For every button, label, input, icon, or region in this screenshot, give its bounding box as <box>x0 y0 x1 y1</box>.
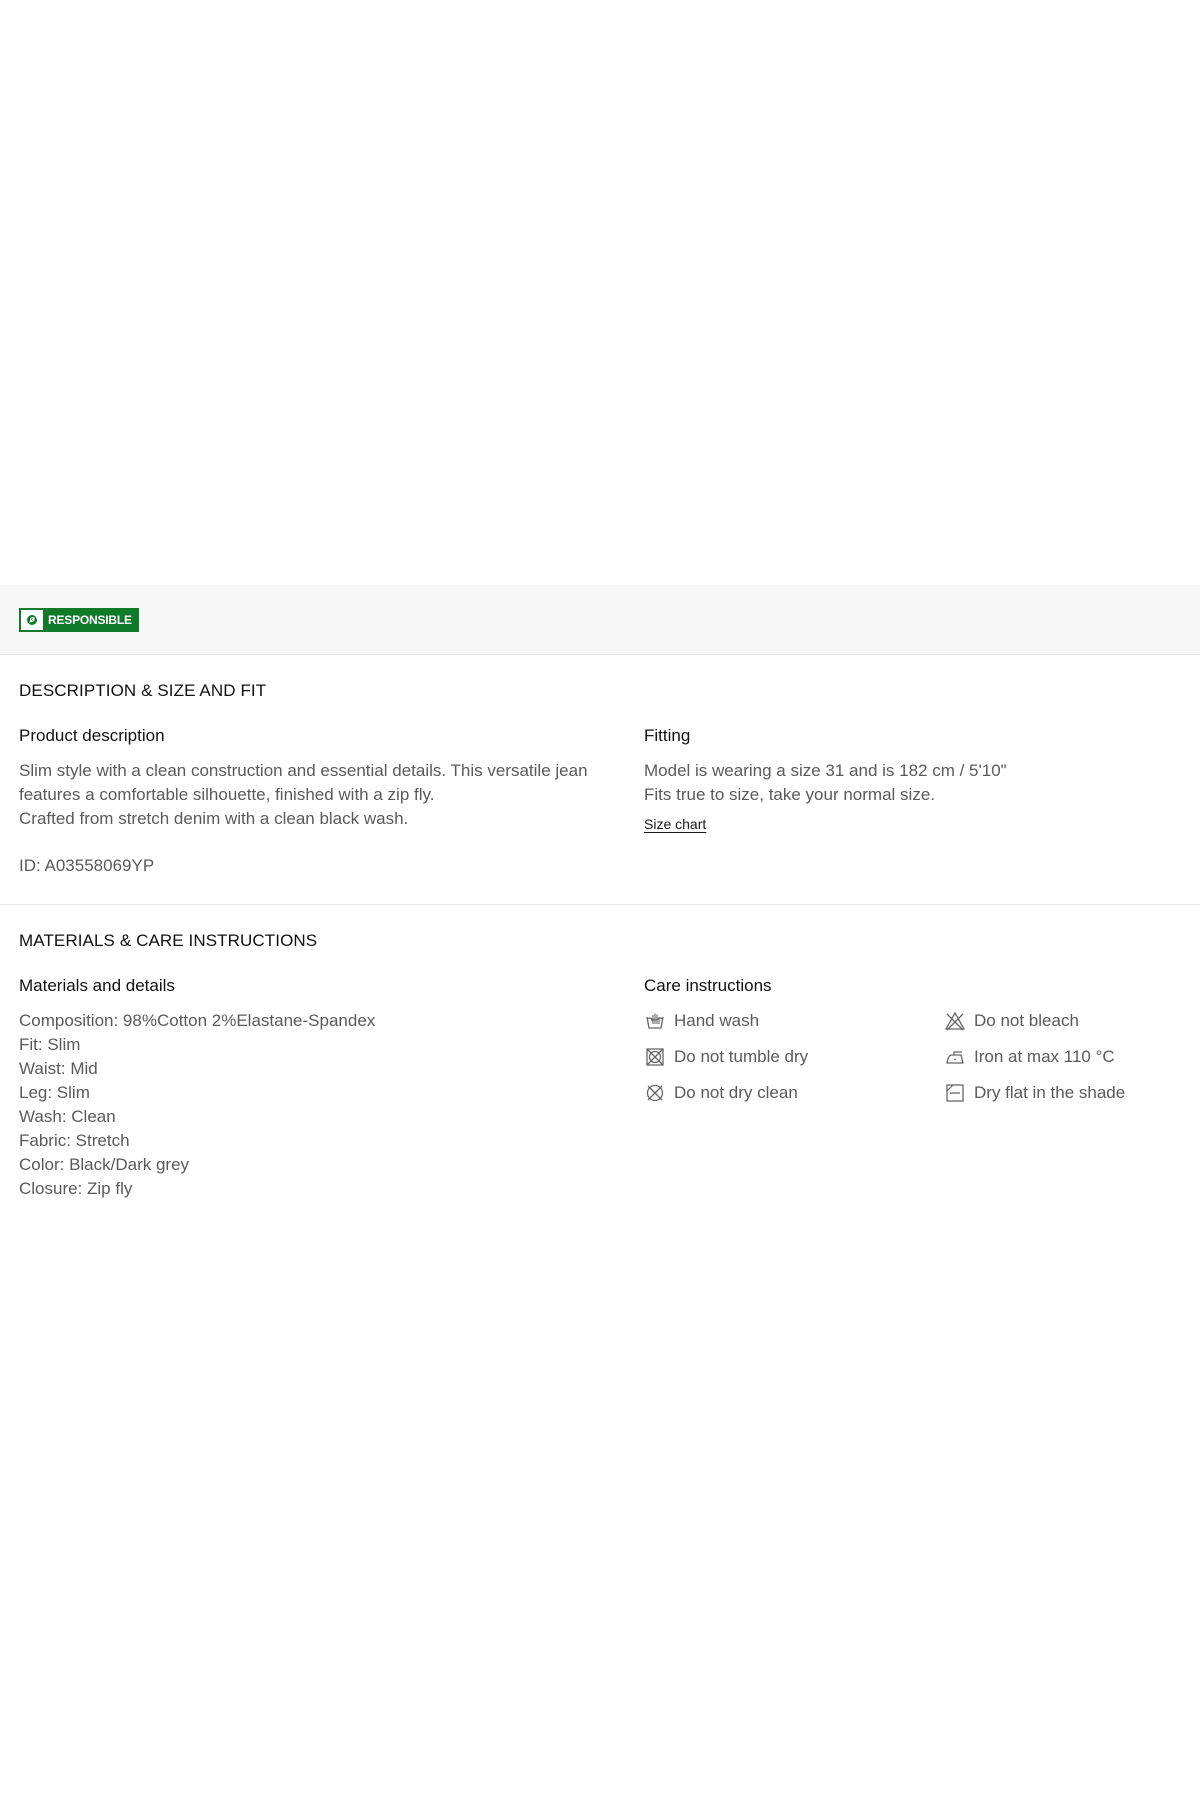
care-label: Hand wash <box>674 1011 760 1030</box>
fitting-line: Fits true to size, take your normal size. <box>644 785 935 804</box>
care-item <box>944 1009 1164 1033</box>
fitting-line: Model is wearing a size 31 and is 182 cm / 5'10" <box>644 761 1007 780</box>
product-description-heading: Product description <box>19 726 165 745</box>
dry-flat-shade-icon <box>944 1082 966 1104</box>
product-image-area <box>0 0 1200 585</box>
product-id: ID: A03558069YP <box>19 856 155 875</box>
section-title: DESCRIPTION & SIZE AND FIT <box>19 681 267 700</box>
fitting-text <box>644 759 1164 807</box>
material-line: Color: Black/Dark grey <box>19 1155 190 1174</box>
size-chart-link[interactable]: Size chart <box>644 816 707 832</box>
care-instructions <box>644 976 1164 1201</box>
material-line: Fit: Slim <box>19 1035 81 1054</box>
materials-heading: Materials and details <box>19 976 175 995</box>
material-line: Fabric: Stretch <box>19 1131 130 1150</box>
care-heading: Care instructions <box>644 976 772 995</box>
materials-details <box>19 976 644 1201</box>
badge-strip <box>0 585 1200 655</box>
care-label: Iron at max 110 °C <box>974 1047 1115 1066</box>
care-item <box>944 1045 1164 1069</box>
section-title: MATERIALS & CARE INSTRUCTIONS <box>19 931 318 950</box>
fitting <box>644 726 1164 878</box>
care-item <box>644 1009 944 1033</box>
material-line: Leg: Slim <box>19 1083 90 1102</box>
description-line: Slim style with a clean construction and essential details. This versatile jean <box>19 761 588 780</box>
description-section <box>0 655 1200 905</box>
description-line: features a comfortable silhouette, finished with a zip fly. <box>19 785 435 804</box>
material-line: Closure: Zip fly <box>19 1179 133 1198</box>
materials-list <box>19 1009 644 1201</box>
material-line: Waist: Mid <box>19 1059 98 1078</box>
responsible-badge <box>19 608 139 632</box>
product-description <box>19 726 644 878</box>
fitting-heading: Fitting <box>644 726 691 745</box>
description-line: Crafted from stretch denim with a clean black wash. <box>19 809 409 828</box>
care-label: Do not dry clean <box>674 1083 798 1102</box>
leaf-icon <box>21 610 43 630</box>
care-item <box>644 1081 944 1105</box>
iron-icon <box>944 1046 966 1068</box>
care-label: Dry flat in the shade <box>974 1083 1126 1102</box>
do-not-dry-clean-icon <box>644 1082 666 1104</box>
care-label: Do not tumble dry <box>674 1047 809 1066</box>
description-text <box>19 759 644 878</box>
care-grid <box>644 1009 1164 1105</box>
material-line: Composition: 98%Cotton 2%Elastane-Spandex <box>19 1011 376 1030</box>
material-line: Wash: Clean <box>19 1107 116 1126</box>
care-item <box>944 1081 1164 1105</box>
materials-section <box>0 905 1200 1201</box>
do-not-tumble-dry-icon <box>644 1046 666 1068</box>
do-not-bleach-icon <box>944 1010 966 1032</box>
hand-wash-icon <box>644 1010 666 1032</box>
care-item <box>644 1045 944 1069</box>
badge-label: RESPONSIBLE <box>48 612 132 627</box>
care-label: Do not bleach <box>974 1011 1079 1030</box>
